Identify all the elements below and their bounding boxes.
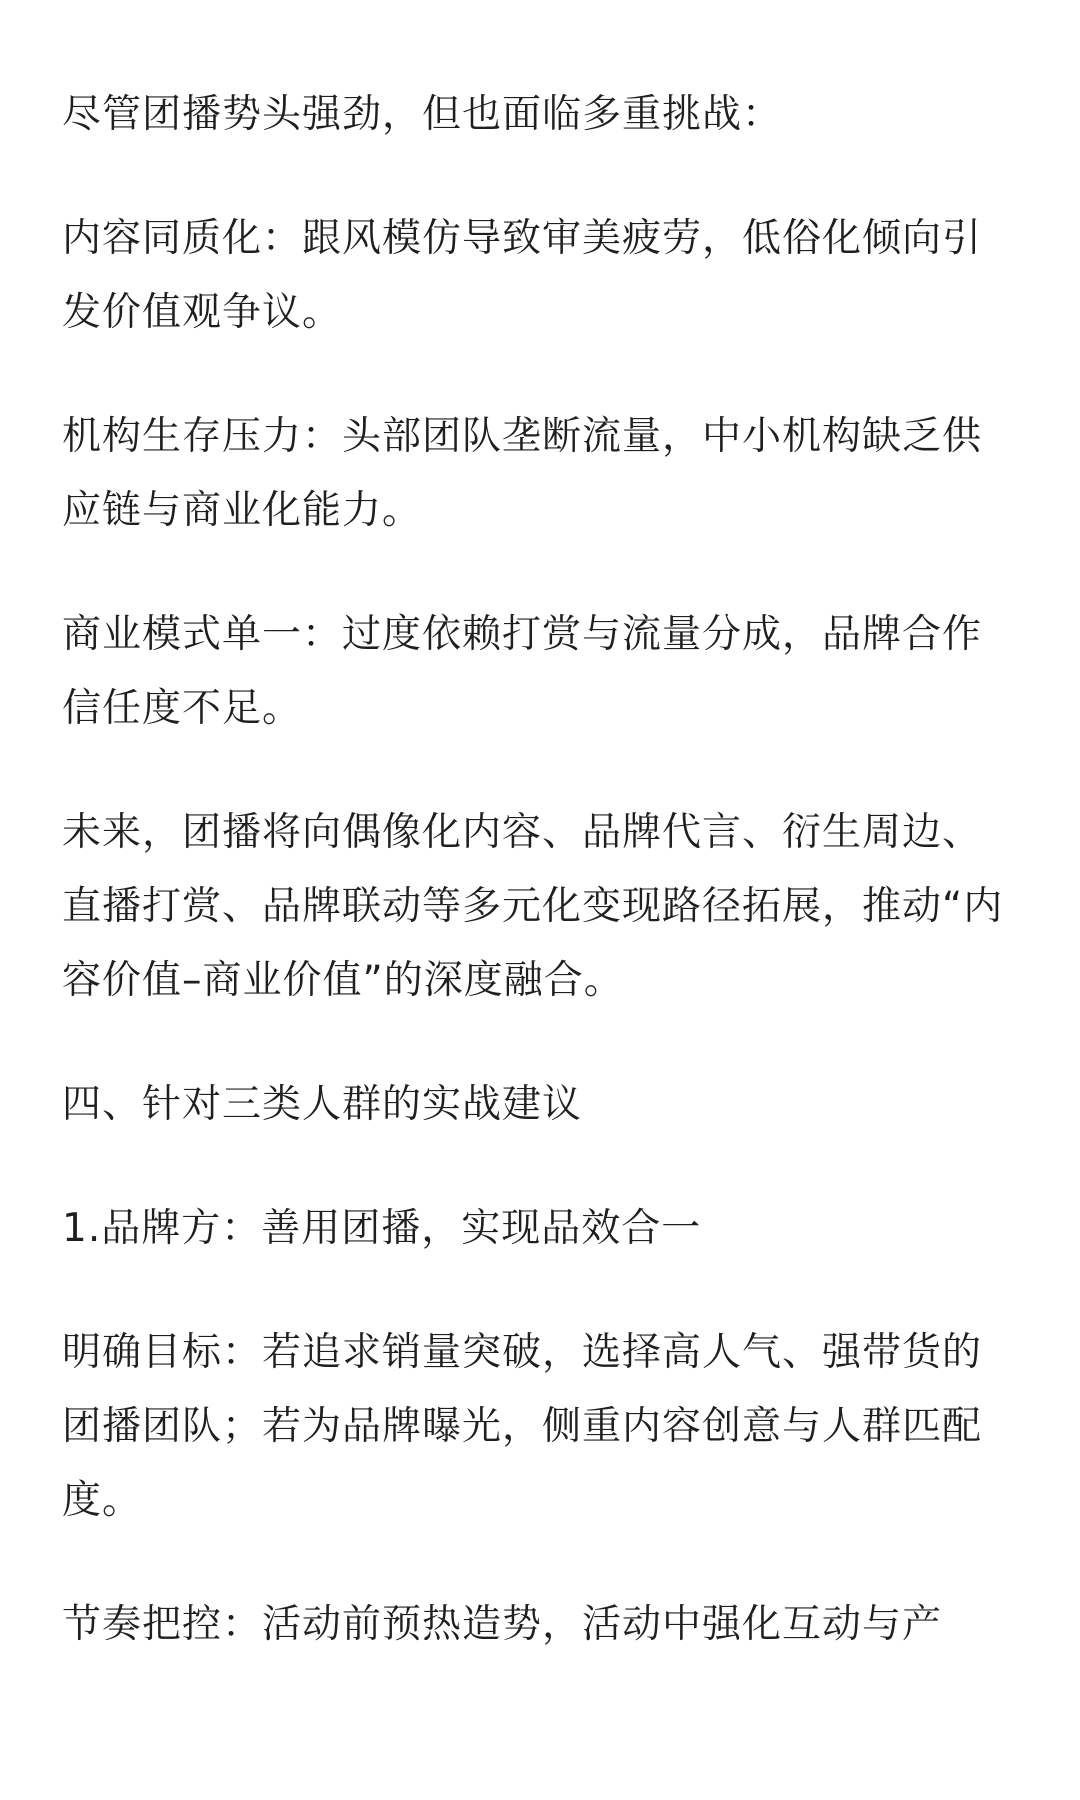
paragraph-clear-goals: 明确目标：若追求销量突破，选择高人气、强带货的团播团队；若为品牌曝光，侧重内容创意与人群匹配度。 — [62, 1330, 983, 1523]
paragraph-rhythm-control: 节奏把控：活动前预热造势，活动中强化互动与产 — [62, 1602, 943, 1647]
paragraph-agency-pressure: 机构生存压力：头部团队垄断流量，中小机构缺乏供应链与商业化能力。 — [62, 414, 983, 533]
paragraph-content-homogenization: 内容同质化：跟风模仿导致审美疲劳，低俗化倾向引发价值观争议。 — [62, 216, 983, 335]
section-heading-practical-advice: 四、针对三类人群的实战建议 — [62, 1082, 583, 1127]
paragraph-challenges-intro: 尽管团播势头强劲，但也面临多重挑战： — [62, 92, 783, 137]
paragraph-single-business-model: 商业模式单一：过度依赖打赏与流量分成，品牌合作信任度不足。 — [62, 612, 983, 731]
subheading-brand-side: 1.品牌方：善用团播，实现品效合一 — [62, 1206, 702, 1251]
paragraph-future-outlook: 未来，团播将向偶像化内容、品牌代言、衍生周边、直播打赏、品牌联动等多元化变现路径拓展，推动“内容价值–商业价值”的深度融合。 — [62, 810, 1004, 1003]
